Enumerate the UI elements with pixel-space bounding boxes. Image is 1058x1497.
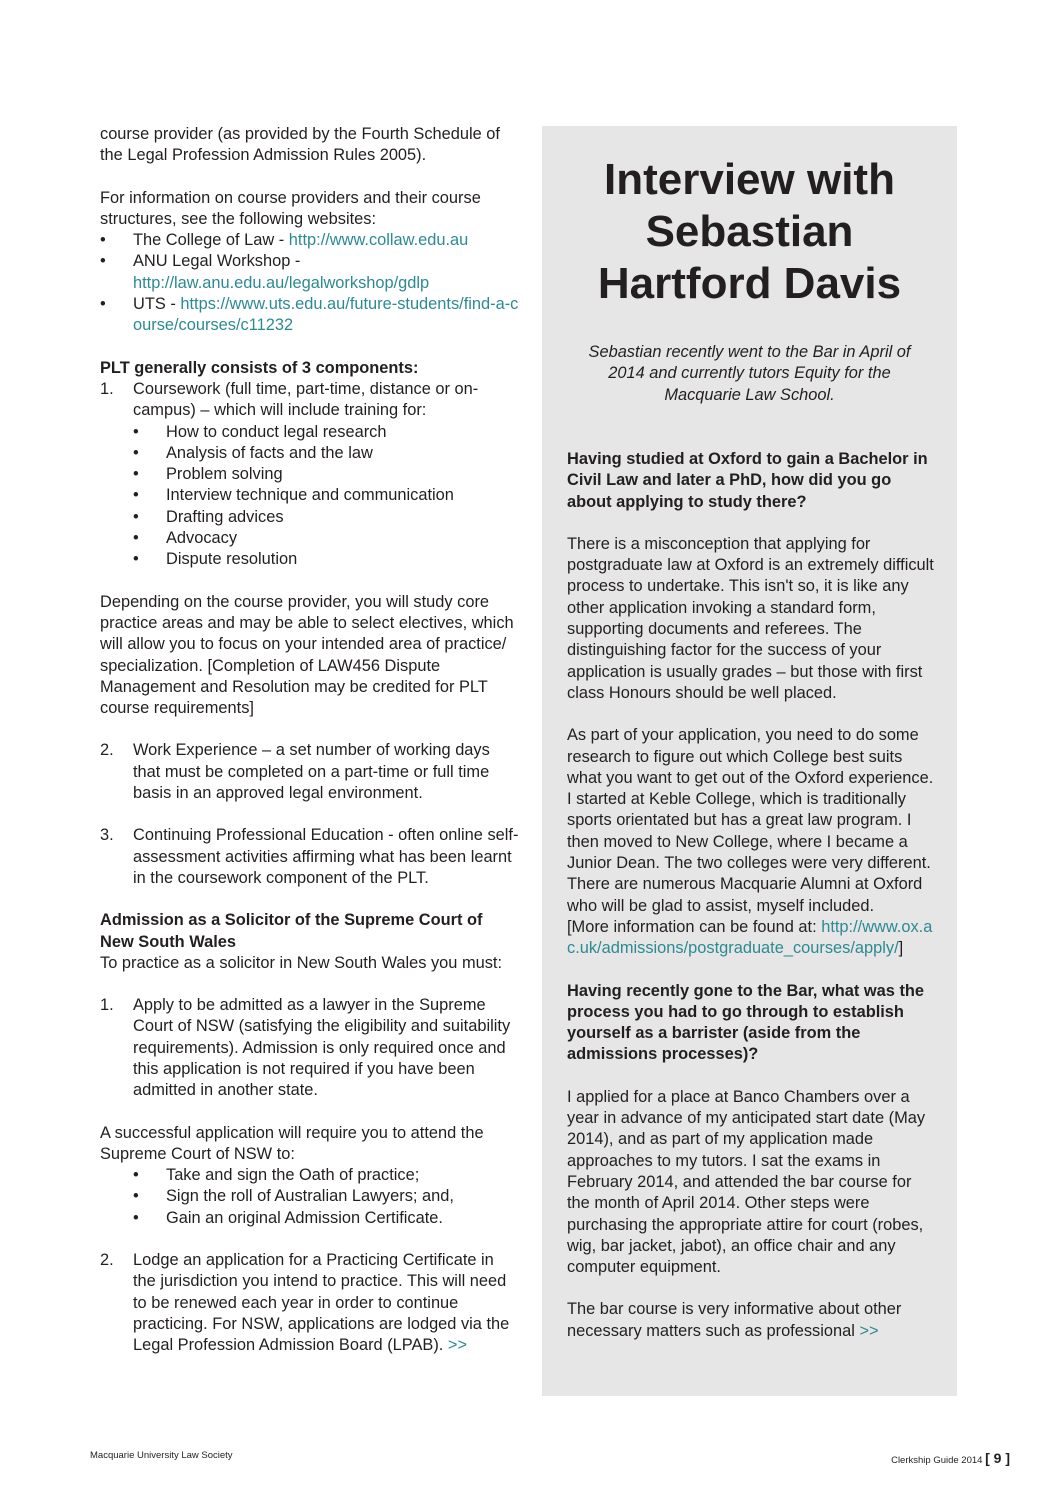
list-item: 1. Apply to be admitted as a lawyer in the Supreme Court of NSW (satisfying the eligibility and suitability requirements). Admission is only required once and this application is not required if you have been admitted in another state. [100, 996, 511, 1100]
list-item: • The College of Law - http://www.collaw.edu.au [100, 230, 520, 251]
paragraph: For information on course providers and their course structures, see the following websites: [100, 188, 481, 228]
paragraph: To practice as a solicitor in New South Wales you must: [100, 953, 503, 972]
bullet-icon: • [100, 231, 106, 250]
answer: As part of your application, you need to do some research to figure out which College best suits what you want to get out of the Oxford experience. I started at Keble College, which is traditionally sports orientated but has a great law program. I then moved to New College, where I became a Junior Dean. The two colleges were very different. There are numerous Macquarie Alumni at Oxford who will be glad to assist, myself included. [567, 726, 934, 915]
panel-title: Interview with Sebastian Hartford Davis [597, 155, 902, 308]
question: Having recently gone to the Bar, what was the process you had to go through to establish yourself as a barrister (aside from the admissions processes)? [567, 981, 925, 1064]
bullet-icon: • [133, 1208, 139, 1227]
bullet-icon: • [133, 1166, 139, 1185]
list-item: • Gain an original Admission Certificate. [133, 1208, 520, 1229]
link-uts[interactable]: https://www.uts.edu.au/future-students/find-a-course/courses/c11232 [133, 295, 519, 335]
link-college-of-law[interactable]: http://www.collaw.edu.au [288, 231, 469, 250]
list-item: • How to conduct legal research [133, 422, 520, 443]
list-item: 2. Lodge an application for a Practicing Certificate in the jurisdiction you intend to practice. This will need to be renewed each year in order to continue practicing. For NSW, applications are lodged via the Legal Profession Admission Board (LPAB). >> [100, 1251, 510, 1355]
link-anu-legal-workshop[interactable]: http://law.anu.edu.au/legalworkshop/gdlp [133, 273, 430, 292]
paragraph: Depending on the course provider, you will study core practice areas and may be able to select electives, which will allow you to focus on your intended area of practice/ specialization. [Completion of LAW456 Dispute Management and Resolution may be credited for PLT course requirements] [100, 592, 514, 718]
list-item: • Take and sign the Oath of practice; [133, 1165, 520, 1186]
interview-body [567, 449, 937, 1342]
bullet-icon: • [133, 550, 139, 569]
list-item: • Interview technique and communication [133, 485, 520, 506]
list-item: 1. Coursework (full time, part-time, distance or on-campus) – which will include training for: [100, 379, 479, 420]
footer-page-info: Clerkship Guide 2014 [ 9 ] [891, 1450, 1010, 1466]
list-item: • UTS - https://www.uts.edu.au/future-students/find-a-course/courses/c11232 [100, 295, 519, 335]
website-list [100, 230, 520, 336]
section-heading: PLT generally consists of 3 components: [100, 358, 419, 377]
answer-more-info: [More information can be found at: http://www.ox.ac.uk/admissions/postgraduate_courses/apply/] [567, 917, 933, 958]
answer: The bar course is very informative about other necessary matters such as professional >> [567, 1300, 902, 1340]
bullet-icon: • [100, 295, 106, 314]
list-item: • Advocacy [133, 528, 520, 549]
bullet-icon: • [100, 252, 106, 271]
interview-intro: Sebastian recently went to the Bar in April of 2014 and currently tutors Equity for the Macquarie Law School. [588, 343, 911, 404]
bullet-icon: • [133, 443, 139, 462]
continued-arrow-link[interactable]: >> [859, 1321, 879, 1340]
list-item: 2. Work Experience – a set number of working days that must be completed on a part-time or full time basis in an approved legal environment. [100, 741, 490, 803]
answer: There is a misconception that applying for postgraduate law at Oxford is an extremely difficult process to undertake. This isn't so, it is like any other application invoking a standard form, supporting documents and referees. The distinguishing factor for the success of your application is usually grades – but those with first class Honours should be well placed. [567, 534, 934, 702]
left-column [100, 124, 520, 1357]
link-oxford-admissions[interactable]: http://www.ox.ac.uk/admissions/postgraduate_courses/apply/ [567, 917, 933, 958]
bullet-icon: • [133, 529, 139, 548]
list-item: • Drafting advices [133, 507, 520, 528]
list-item: 3. Continuing Professional Education - often online self-assessment activities affirming what has been learnt in the coursework component of the PLT. [100, 826, 519, 887]
bullet-icon: • [133, 1187, 139, 1206]
interview-panel [542, 126, 957, 1396]
footer-society: Macquarie University Law Society [90, 1450, 233, 1461]
answer: I applied for a place at Banco Chambers over a year in advance of my anticipated start date (May 2014), and as part of my application made approaches to my tutors. I sat the exams in February 2014, and attended the bar course for the month of April 2014. Other steps were purchasing the appropriate attire for court (robes, wig, bar jacket, jabot), an office chair and any computer equipment. [567, 1087, 926, 1277]
bullet-icon: • [133, 465, 139, 484]
question: Having studied at Oxford to gain a Bachelor in Civil Law and later a PhD, how did you go about applying to study there? [567, 450, 928, 511]
bullet-icon: • [133, 422, 139, 441]
continued-arrow-link[interactable]: >> [447, 1336, 468, 1355]
list-item: • Problem solving [133, 464, 520, 485]
bullet-icon: • [133, 486, 139, 505]
list-item: • Dispute resolution [133, 549, 520, 570]
sub-list [133, 422, 520, 571]
list-item: • Analysis of facts and the law [133, 443, 520, 464]
list-item: • Sign the roll of Australian Lawyers; and, [133, 1186, 520, 1207]
paragraph: course provider (as provided by the Fourth Schedule of the Legal Profession Admission Rules 2005). [100, 125, 500, 165]
bullet-icon: • [133, 507, 139, 526]
page-number: [ 9 ] [985, 1450, 1010, 1466]
list-item: • ANU Legal Workshop - http://law.anu.edu.au/legalworkshop/gdlp [100, 252, 430, 292]
paragraph: A successful application will require you to attend the Supreme Court of NSW to: [100, 1123, 484, 1163]
section-heading: Admission as a Solicitor of the Supreme Court of New South Wales [100, 911, 483, 951]
sub-list [133, 1165, 520, 1229]
